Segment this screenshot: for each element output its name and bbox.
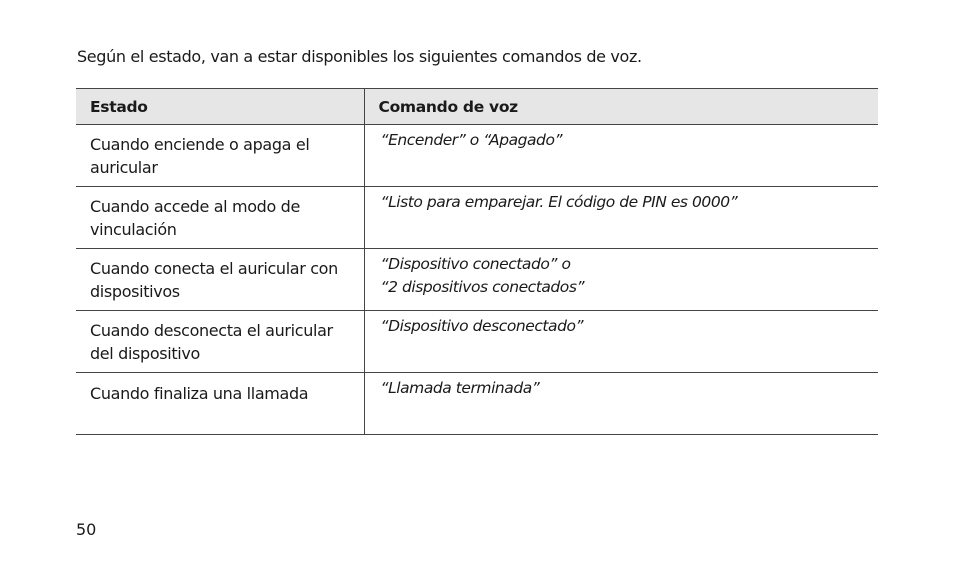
header-estado: Estado bbox=[76, 89, 364, 125]
state-line: Cuando enciende o apaga el bbox=[90, 135, 310, 154]
state-line: dispositivos bbox=[90, 282, 180, 301]
command-line: “Dispositivo desconectado” bbox=[380, 317, 584, 335]
table-row bbox=[76, 125, 878, 187]
state-line: Cuando finaliza una llamada bbox=[90, 384, 309, 403]
state-cell bbox=[76, 249, 364, 311]
state-line: Cuando accede al modo de bbox=[90, 197, 300, 216]
state-line: vinculación bbox=[90, 220, 177, 239]
command-line: “Encender” o “Apagado” bbox=[380, 131, 563, 149]
state-line: auricular bbox=[90, 158, 158, 177]
state-line: Cuando desconecta el auricular bbox=[90, 321, 333, 340]
page-number: 50 bbox=[76, 520, 97, 539]
command-cell bbox=[364, 125, 878, 187]
command-cell bbox=[364, 373, 878, 435]
state-cell bbox=[76, 311, 364, 373]
table-row bbox=[76, 187, 878, 249]
table-row bbox=[76, 373, 878, 435]
state-line: del dispositivo bbox=[90, 344, 200, 363]
state-line: Cuando conecta el auricular con bbox=[90, 259, 338, 278]
command-cell bbox=[364, 249, 878, 311]
table-header-row bbox=[76, 89, 878, 125]
command-cell bbox=[364, 187, 878, 249]
header-comando-de-voz: Comando de voz bbox=[364, 89, 878, 125]
state-cell bbox=[76, 187, 364, 249]
intro-text: Según el estado, van a estar disponibles los siguientes comandos de voz. bbox=[77, 47, 642, 66]
command-line: “Listo para emparejar. El código de PIN es 0000” bbox=[380, 193, 738, 211]
command-cell bbox=[364, 311, 878, 373]
command-line: “2 dispositivos conectados” bbox=[380, 278, 585, 296]
state-cell bbox=[76, 125, 364, 187]
voice-command-table bbox=[76, 88, 878, 435]
command-line: “Llamada terminada” bbox=[380, 379, 540, 397]
table-row bbox=[76, 249, 878, 311]
command-line: “Dispositivo conectado” o bbox=[380, 255, 571, 273]
table-row bbox=[76, 311, 878, 373]
state-cell bbox=[76, 373, 364, 435]
